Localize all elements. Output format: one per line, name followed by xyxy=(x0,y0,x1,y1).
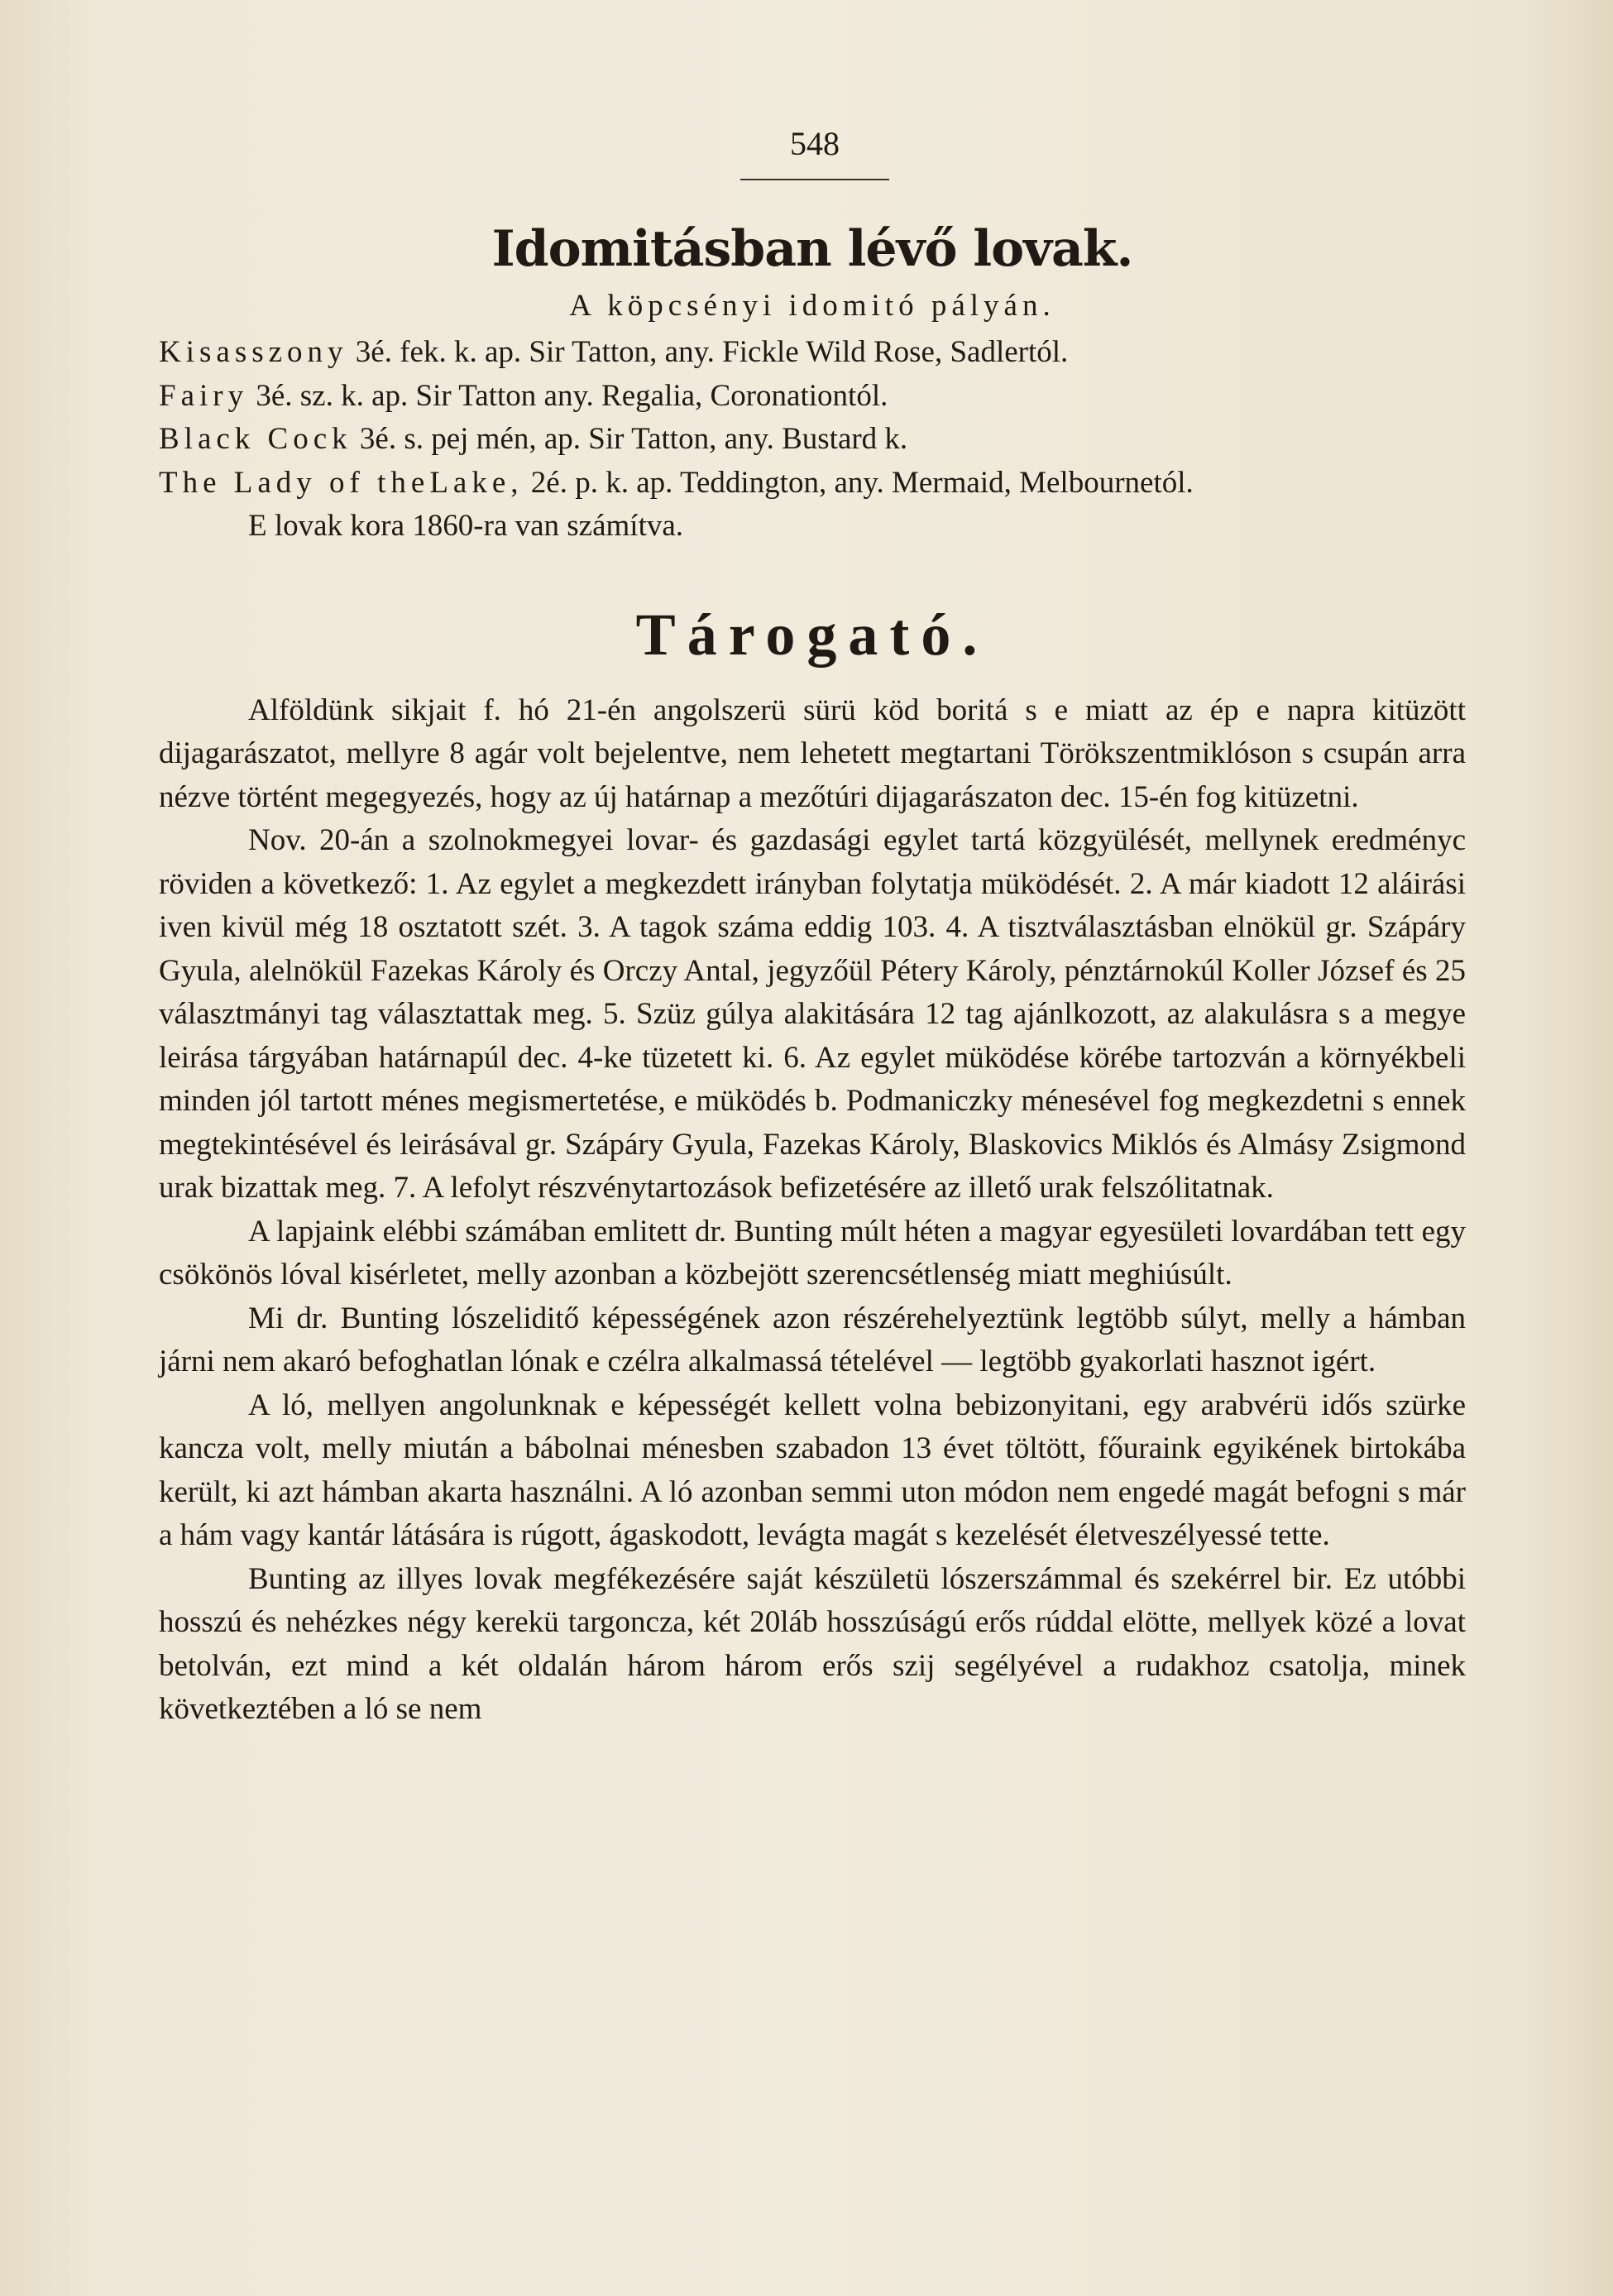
paragraph: Nov. 20-án a szolnokmegyei lovar- és gazdasági egylet tartá közgyülését, mellynek eredményc röviden a következő: 1. Az egylet a megkezdett irányban folytatja müködését. 2. A már kiadott 12 aláirási iven kivül még 18 osztatott szét. 3. A tagok száma eddig 103. 4. A tisztválasztásban elnökül gr. Szápáry Gyula, alelnökül Fazekas Károly és Orczy Antal, jegyzőül Pétery Károly, pénztárnokúl Koller József és 25 választmányi tag választattak meg. 5. Szüz gúlya alakitására 12 tag ajánlkozott, az alakulásra s a megye leirása tárgyában határnapúl dec. 4-ke tüzetett ki. 6. Az egylet müködése körébe tartozván a környékbeli minden jól tartott ménes megismertetése, e müködés b. Podmaniczky ménesével fog megkezdetni s ennek megtekintésével és leirásával gr. Szápáry Gyula, Fazekas Károly, Blaskovics Miklós és Almásy Zsigmond urak bizattak meg. 7. A lefolyt részvénytartozások befizetésére az illető urak felszólitatnak. xyxy=(159,823,1466,1205)
horse-name: Black Cock xyxy=(159,422,352,456)
age-note: E lovak kora 1860-ra van számítva. xyxy=(248,509,684,543)
horse-entry xyxy=(159,331,1466,375)
horse-entry xyxy=(159,375,1466,419)
page-number: 548 xyxy=(790,125,840,162)
horse-name: Fairy xyxy=(159,378,249,413)
section-title-idomitas: Idomitásban lévő lovak. xyxy=(491,220,1133,278)
horse-details: 3é. fek. k. ap. Sir Tatton, any. Fickle Wild Rose, Sadlertól. xyxy=(355,335,1069,369)
horse-name: Kisasszony xyxy=(159,335,348,369)
section-subtitle: A köpcsényi idomitó pályán. xyxy=(569,289,1055,323)
horse-details: 3é. sz. k. ap. Sir Tatton any. Regalia, Coronationtól. xyxy=(256,378,888,413)
horse-name: The Lady of theLake, xyxy=(159,465,524,500)
horse-entry xyxy=(159,418,1466,462)
paragraph: Alföldünk sikjait f. hó 21-én angolszerü sürü köd boritá s e miatt az ép e napra kitüzött dijagarászatot, mellyre 8 agár volt bejelentve, nem lehetett megtartani Törökszentmiklóson s csupán arra nézve történt megegyezés, hogy az új határnap a mezőtúri dijagarászaton dec. 15-én fog kitüzetni. xyxy=(159,693,1466,814)
horse-entry xyxy=(159,462,1466,506)
section-title-tarogato: Tárogató. xyxy=(635,601,989,668)
paragraph: Mi dr. Bunting lószeliditő képességének azon részérehelyeztünk legtöbb súlyt, melly a hámban járni nem akaró befoghatlan lónak e czélra alkalmassá tételével — legtöbb gyakorlati hasznot igért. xyxy=(159,1301,1466,1378)
page-content xyxy=(159,207,1466,1732)
paragraph: A ló, mellyen angolunknak e képességét kellett volna bebizonyitani, egy arabvérü idős szürke kancza volt, melly miután a bábolnai ménesben szabadon 13 évet töltött, főuraink egyikének birtokába került, ki azt hámban akarta használni. A ló azonban semmi uton módon nem engedé magát befogni s már a hám vagy kantár látására is rúgott, ágaskodott, levágta magát s kezelését életveszélyessé tette. xyxy=(159,1388,1466,1552)
horse-details: 2é. p. k. ap. Teddington, any. Mermaid, Melbournetól. xyxy=(530,465,1194,500)
paragraph: A lapjaink elébbi számában emlitett dr. Bunting múlt héten a magyar egyesületi lovardában tett egy csökönös lóval kisérletet, melly azonban a közbejött szerencsétlenség miatt meghiúsúlt. xyxy=(159,1214,1466,1292)
paragraph: Bunting az illyes lovak megfékezésére saját készületü lószerszámmal és szekérrel bir. Ez utóbbi hosszú és nehézkes négy kerekü targoncza, két 20láb hosszúságú erős rúddal elötte, mellyek közé a lovat betolván, ezt mind a két oldalán három három erős szij segélyével a rudakhoz csatolja, minek következtében a ló se nem xyxy=(159,1561,1466,1726)
page-number-rule xyxy=(740,179,889,180)
horse-details: 3é. s. pej mén, ap. Sir Tatton, any. Bustard k. xyxy=(359,422,908,456)
